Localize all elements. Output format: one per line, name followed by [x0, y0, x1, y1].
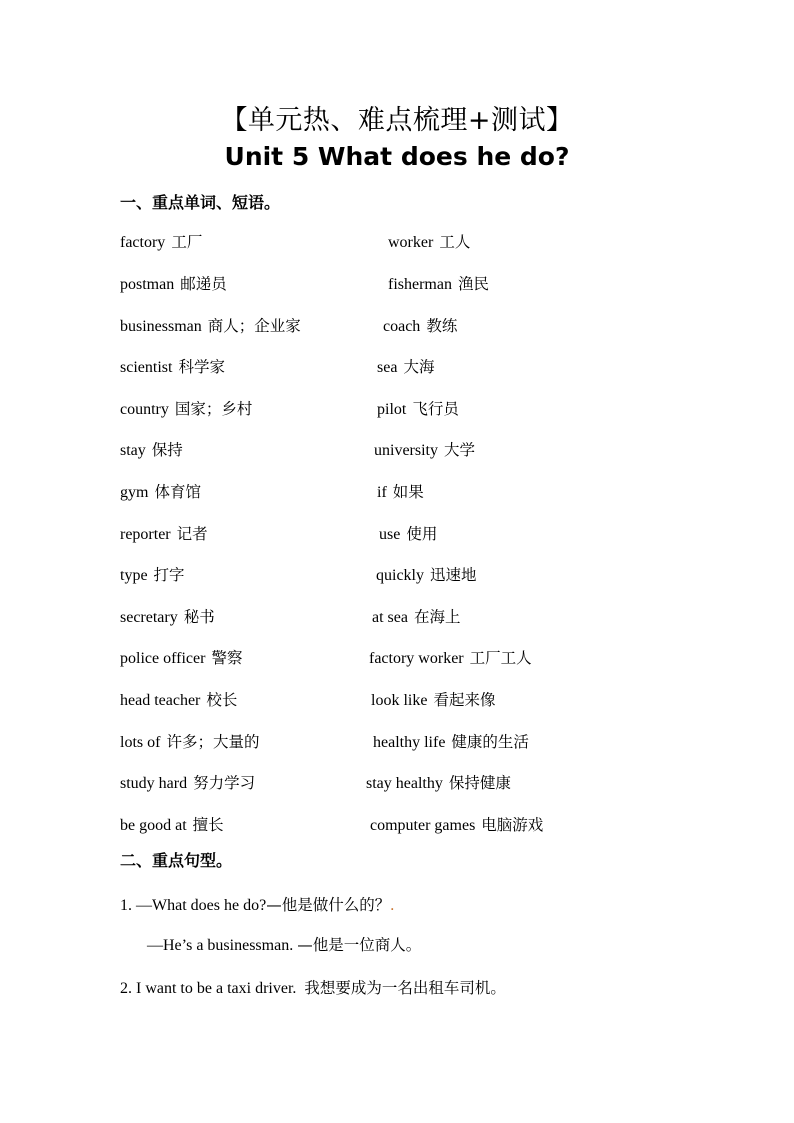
vocab-meaning: 努力学习	[193, 774, 256, 792]
vocab-word: be good at	[120, 817, 187, 834]
section-heading-vocabulary: 一、重点单词、短语。	[120, 193, 281, 212]
vocab-entry-right	[388, 271, 489, 298]
vocab-meaning: 工厂工人	[469, 649, 532, 667]
vocab-word: pilot	[377, 401, 407, 418]
vocab-meaning: 校长	[206, 691, 238, 709]
vocab-entry-left	[120, 812, 224, 839]
vocab-meaning: 使用	[406, 525, 438, 543]
vocab-entry-right	[374, 437, 475, 464]
vocab-entry-left	[120, 313, 301, 340]
vocab-meaning: 警察	[211, 649, 243, 667]
vocab-row	[0, 645, 794, 671]
sentence-chinese: 我想要成为一名出租车司机。	[304, 979, 506, 997]
vocab-meaning: 打字	[153, 566, 185, 584]
vocab-meaning: 飞行员	[412, 400, 459, 418]
sentence-chinese: —他是做什么的？	[266, 896, 391, 914]
vocab-entry-right	[379, 521, 437, 548]
vocab-row	[0, 271, 794, 297]
vocab-entry-left	[120, 354, 225, 381]
vocab-meaning: 记者	[176, 525, 208, 543]
sentence-english: —He’s a businessman.	[147, 937, 294, 954]
vocab-word: scientist	[120, 359, 173, 376]
vocab-meaning: 保持	[151, 441, 183, 459]
vocab-meaning: 渔民	[457, 275, 489, 293]
vocab-word: study hard	[120, 775, 188, 792]
vocab-word: if	[377, 484, 387, 501]
vocab-entry-left	[120, 479, 201, 506]
vocab-row	[0, 562, 794, 588]
vocab-row	[0, 479, 794, 505]
vocab-word: university	[374, 442, 438, 459]
vocab-meaning: 电脑游戏	[481, 816, 544, 834]
vocab-entry-right	[388, 229, 470, 256]
sentence-english: 2. I want to be a taxi driver.	[120, 980, 297, 997]
vocab-row	[0, 729, 794, 755]
vocab-entry-left	[120, 271, 227, 298]
vocab-row	[0, 770, 794, 796]
vocab-meaning: 在海上	[413, 608, 461, 626]
vocab-word: lots of	[120, 734, 161, 751]
vocab-entry-left	[120, 770, 255, 797]
vocab-meaning: 工厂	[171, 233, 203, 251]
vocab-word: sea	[377, 359, 398, 376]
vocab-entry-right	[383, 313, 457, 340]
vocab-word: at sea	[372, 609, 408, 626]
vocab-row	[0, 437, 794, 463]
vocab-word: businessman	[120, 318, 202, 335]
vocab-entry-left	[120, 396, 252, 423]
vocab-word: fisherman	[388, 276, 452, 293]
vocab-meaning: 许多；大量的	[166, 733, 260, 751]
vocab-word: reporter	[120, 526, 171, 543]
vocab-row	[0, 687, 794, 713]
vocab-entry-right	[369, 645, 532, 672]
vocab-entry-right	[373, 729, 529, 756]
vocab-word: head teacher	[120, 692, 201, 709]
vocab-entry-right	[366, 770, 511, 797]
sentence-english: 1. —What does he do?	[120, 897, 267, 914]
vocab-meaning: 商人；企业家	[207, 317, 301, 335]
vocab-word: coach	[383, 318, 421, 335]
vocab-word: healthy life	[373, 734, 446, 751]
vocab-entry-left	[120, 645, 242, 672]
vocab-word: gym	[120, 484, 149, 501]
vocab-word: police officer	[120, 650, 206, 667]
vocab-meaning: 大海	[403, 358, 435, 376]
vocab-meaning: 邮递员	[180, 275, 227, 293]
sentence-item	[120, 893, 394, 915]
vocab-entry-right	[377, 396, 459, 423]
vocab-meaning: 教练	[426, 317, 458, 335]
vocab-meaning: 如果	[392, 483, 424, 501]
vocab-word: stay healthy	[366, 775, 443, 792]
vocab-entry-left	[120, 562, 185, 589]
vocab-entry-right	[372, 604, 461, 631]
vocab-row	[0, 396, 794, 422]
vocab-row	[0, 812, 794, 838]
vocab-entry-left	[120, 229, 202, 256]
vocab-entry-right	[370, 812, 543, 839]
vocab-word: look like	[371, 692, 428, 709]
vocab-word: computer games	[370, 817, 476, 834]
vocab-word: stay	[120, 442, 146, 459]
sentence-item	[147, 933, 421, 955]
vocab-word: type	[120, 567, 148, 584]
vocab-row	[0, 313, 794, 339]
vocab-entry-left	[120, 521, 208, 548]
vocab-word: worker	[388, 234, 434, 251]
vocab-entry-left	[120, 604, 215, 631]
vocab-entry-left	[120, 729, 259, 756]
vocab-meaning: 国家；乡村	[174, 400, 253, 418]
vocab-entry-left	[120, 437, 183, 464]
vocab-entry-right	[376, 562, 477, 589]
vocab-word: factory	[120, 234, 166, 251]
vocab-meaning: 大学	[444, 441, 476, 459]
vocab-entry-right	[377, 479, 424, 506]
vocab-row	[0, 229, 794, 255]
vocab-entry-left	[120, 687, 237, 714]
vocab-meaning: 秘书	[183, 608, 215, 626]
vocab-meaning: 保持健康	[448, 774, 511, 792]
vocab-meaning: 迅速地	[430, 566, 477, 584]
vocab-meaning: 体育馆	[154, 483, 201, 501]
vocab-meaning: 工人	[439, 233, 471, 251]
vocab-entry-right	[371, 687, 495, 714]
page-title-chinese: 【单元热、难点梳理+测试】	[220, 105, 574, 136]
vocab-word: quickly	[376, 567, 424, 584]
sentence-item	[120, 976, 506, 998]
vocab-row	[0, 604, 794, 630]
page-title-english: Unit 5 What does he do?	[224, 142, 570, 171]
vocab-row	[0, 521, 794, 547]
vocab-word: postman	[120, 276, 175, 293]
vocab-word: secretary	[120, 609, 178, 626]
vocab-meaning: 科学家	[178, 358, 225, 376]
sentence-mark: .	[390, 897, 395, 914]
vocab-meaning: 健康的生活	[451, 733, 529, 751]
vocab-meaning: 擅长	[192, 816, 224, 834]
sentence-chinese: —他是一位商人。	[297, 936, 422, 954]
vocab-word: factory worker	[369, 650, 464, 667]
vocab-word: country	[120, 401, 169, 418]
vocab-word: use	[379, 526, 401, 543]
vocab-meaning: 看起来像	[433, 691, 496, 709]
vocab-row	[0, 354, 794, 380]
vocab-entry-right	[377, 354, 434, 381]
section-heading-sentences: 二、重点句型。	[120, 851, 233, 870]
